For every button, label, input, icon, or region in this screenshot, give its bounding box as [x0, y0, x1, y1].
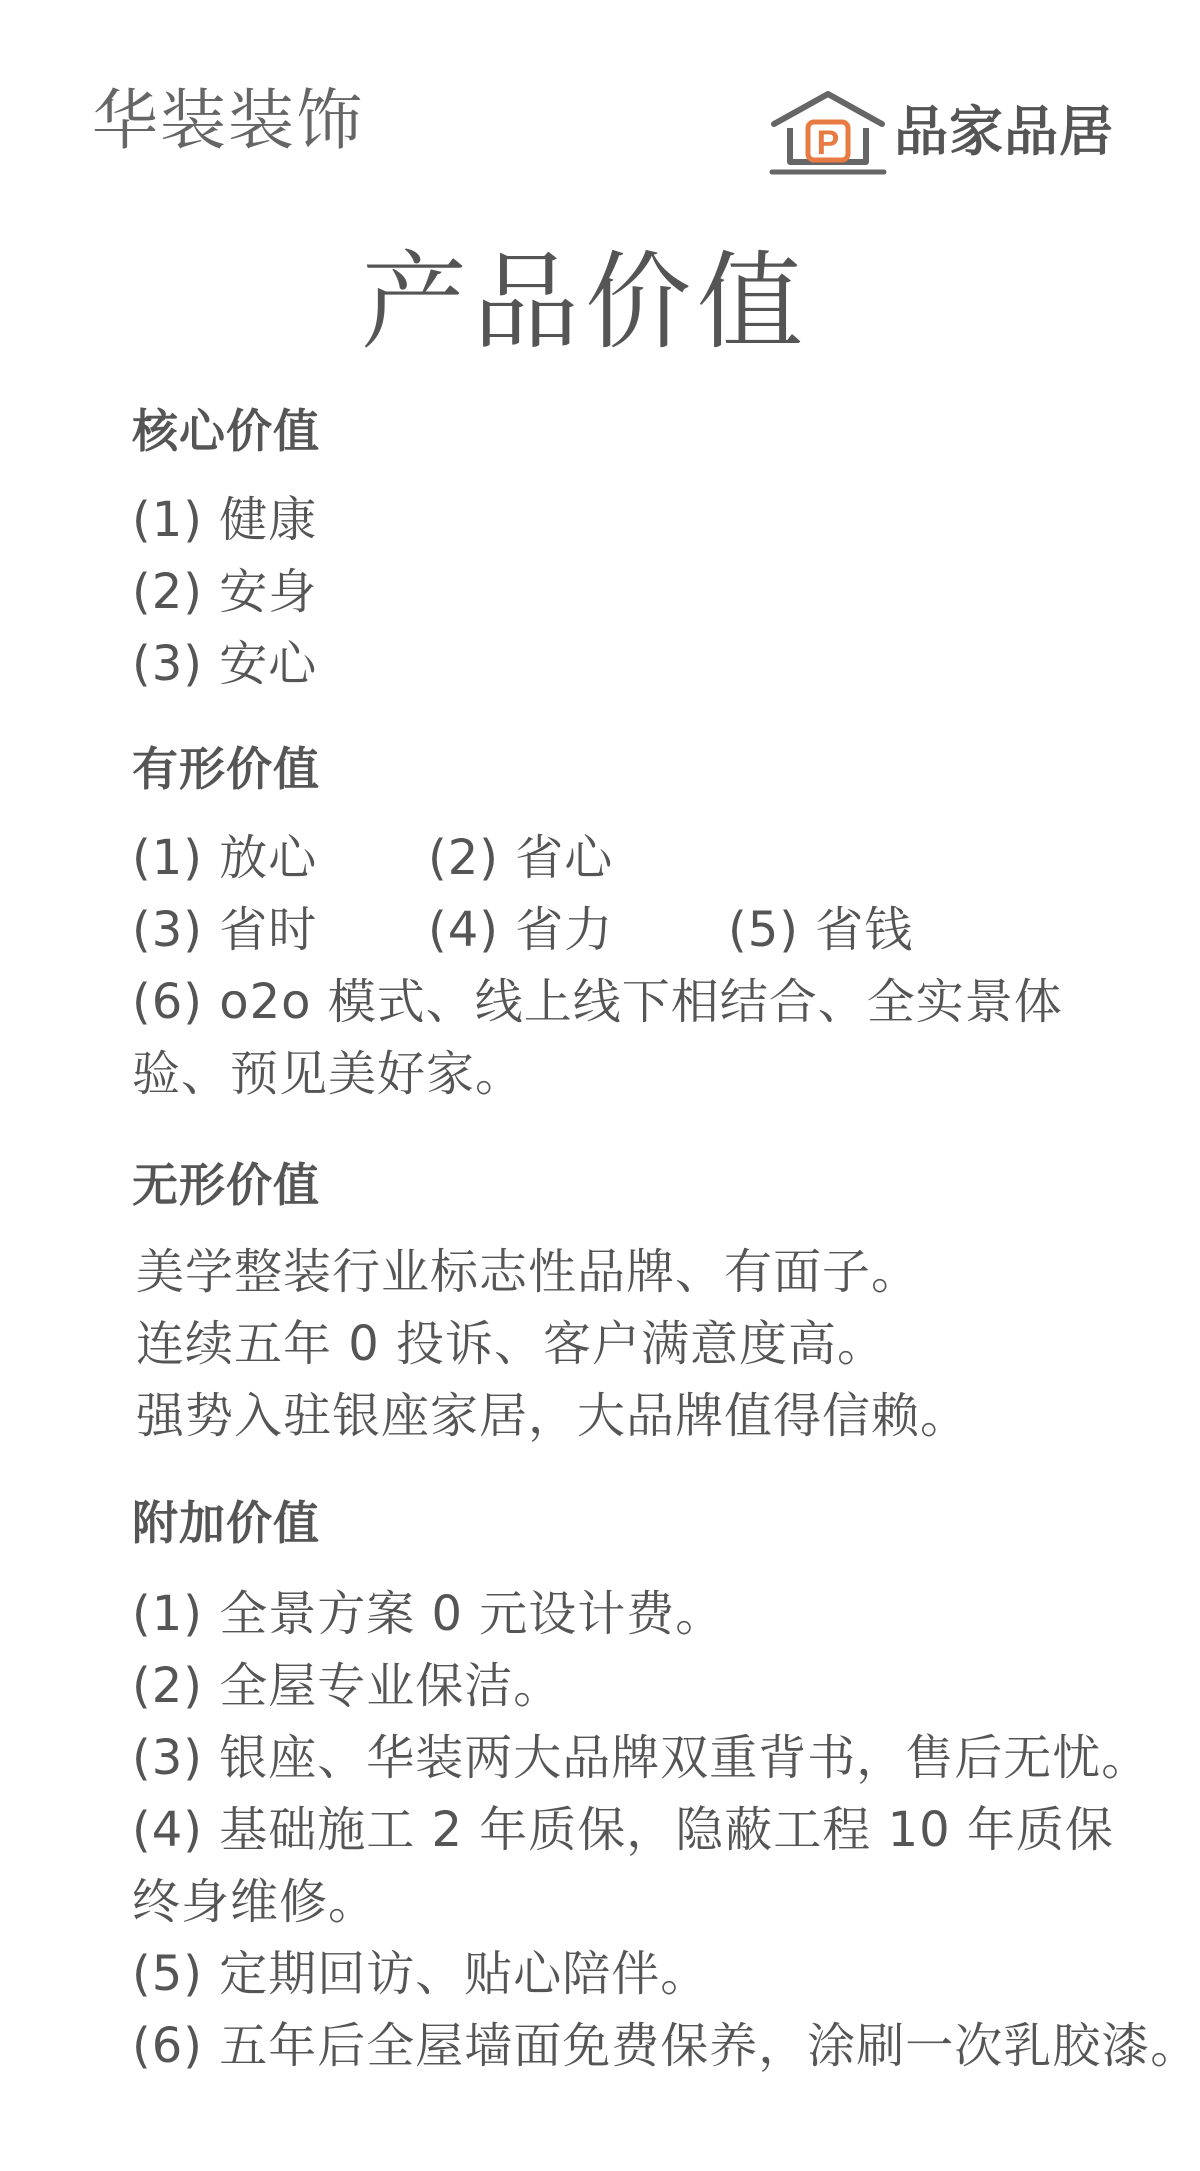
intangible-item-3: 强势入驻银座家居，大品牌值得信赖。	[136, 1388, 970, 1444]
intangible-item-1: 美学整装行业标志性品牌、有面子。	[136, 1244, 921, 1300]
tangible-item-6-line-2: 验、预见美好家。	[132, 1046, 525, 1102]
page-title: 产品价值	[361, 241, 809, 364]
tangible-item-5: (5) 省钱	[728, 902, 914, 958]
tangible-item-2: (2) 省心	[428, 830, 614, 886]
additional-item-3: (3) 银座、华装两大品牌双重背书，售后无忧。	[132, 1730, 1151, 1786]
logo-mark-letter: P	[816, 124, 840, 162]
additional-item-5: (5) 定期回访、贴心陪伴。	[132, 1946, 710, 2002]
section-heading-additional: 附加价值	[132, 1496, 320, 1550]
tangible-item-1: (1) 放心	[132, 830, 318, 886]
huazhuang-brand-logo: 华装装饰	[92, 82, 364, 159]
section-heading-tangible: 有形价值	[132, 742, 320, 796]
additional-item-4-line-1: (4) 基础施工 2 年质保，隐蔽工程 10 年质保	[132, 1802, 1114, 1858]
tangible-item-4: (4) 省力	[428, 902, 614, 958]
core-item-1: (1) 健康	[132, 492, 318, 548]
tangible-item-6-line-1: (6) o2o 模式、线上线下相结合、全实景体	[132, 974, 1063, 1030]
core-item-2: (2) 安身	[132, 564, 318, 620]
intangible-item-2: 连续五年 0 投诉、客户满意度高。	[136, 1316, 887, 1372]
additional-item-2: (2) 全屋专业保洁。	[132, 1658, 563, 1714]
tangible-item-3: (3) 省时	[132, 902, 318, 958]
additional-item-6: (6) 五年后全屋墙面免费保养，涂刷一次乳胶漆。	[132, 2018, 1200, 2074]
core-item-3: (3) 安心	[132, 636, 318, 692]
pinjia-brand-logo	[768, 88, 1114, 176]
section-heading-intangible: 无形价值	[132, 1158, 320, 1212]
house-icon	[768, 88, 888, 176]
additional-item-1: (1) 全景方案 0 元设计费。	[132, 1586, 725, 1642]
section-heading-core: 核心价值	[132, 404, 320, 458]
pinjia-brand-name: 品家品居	[894, 100, 1114, 163]
additional-item-4-line-2: 终身维修。	[132, 1874, 378, 1930]
